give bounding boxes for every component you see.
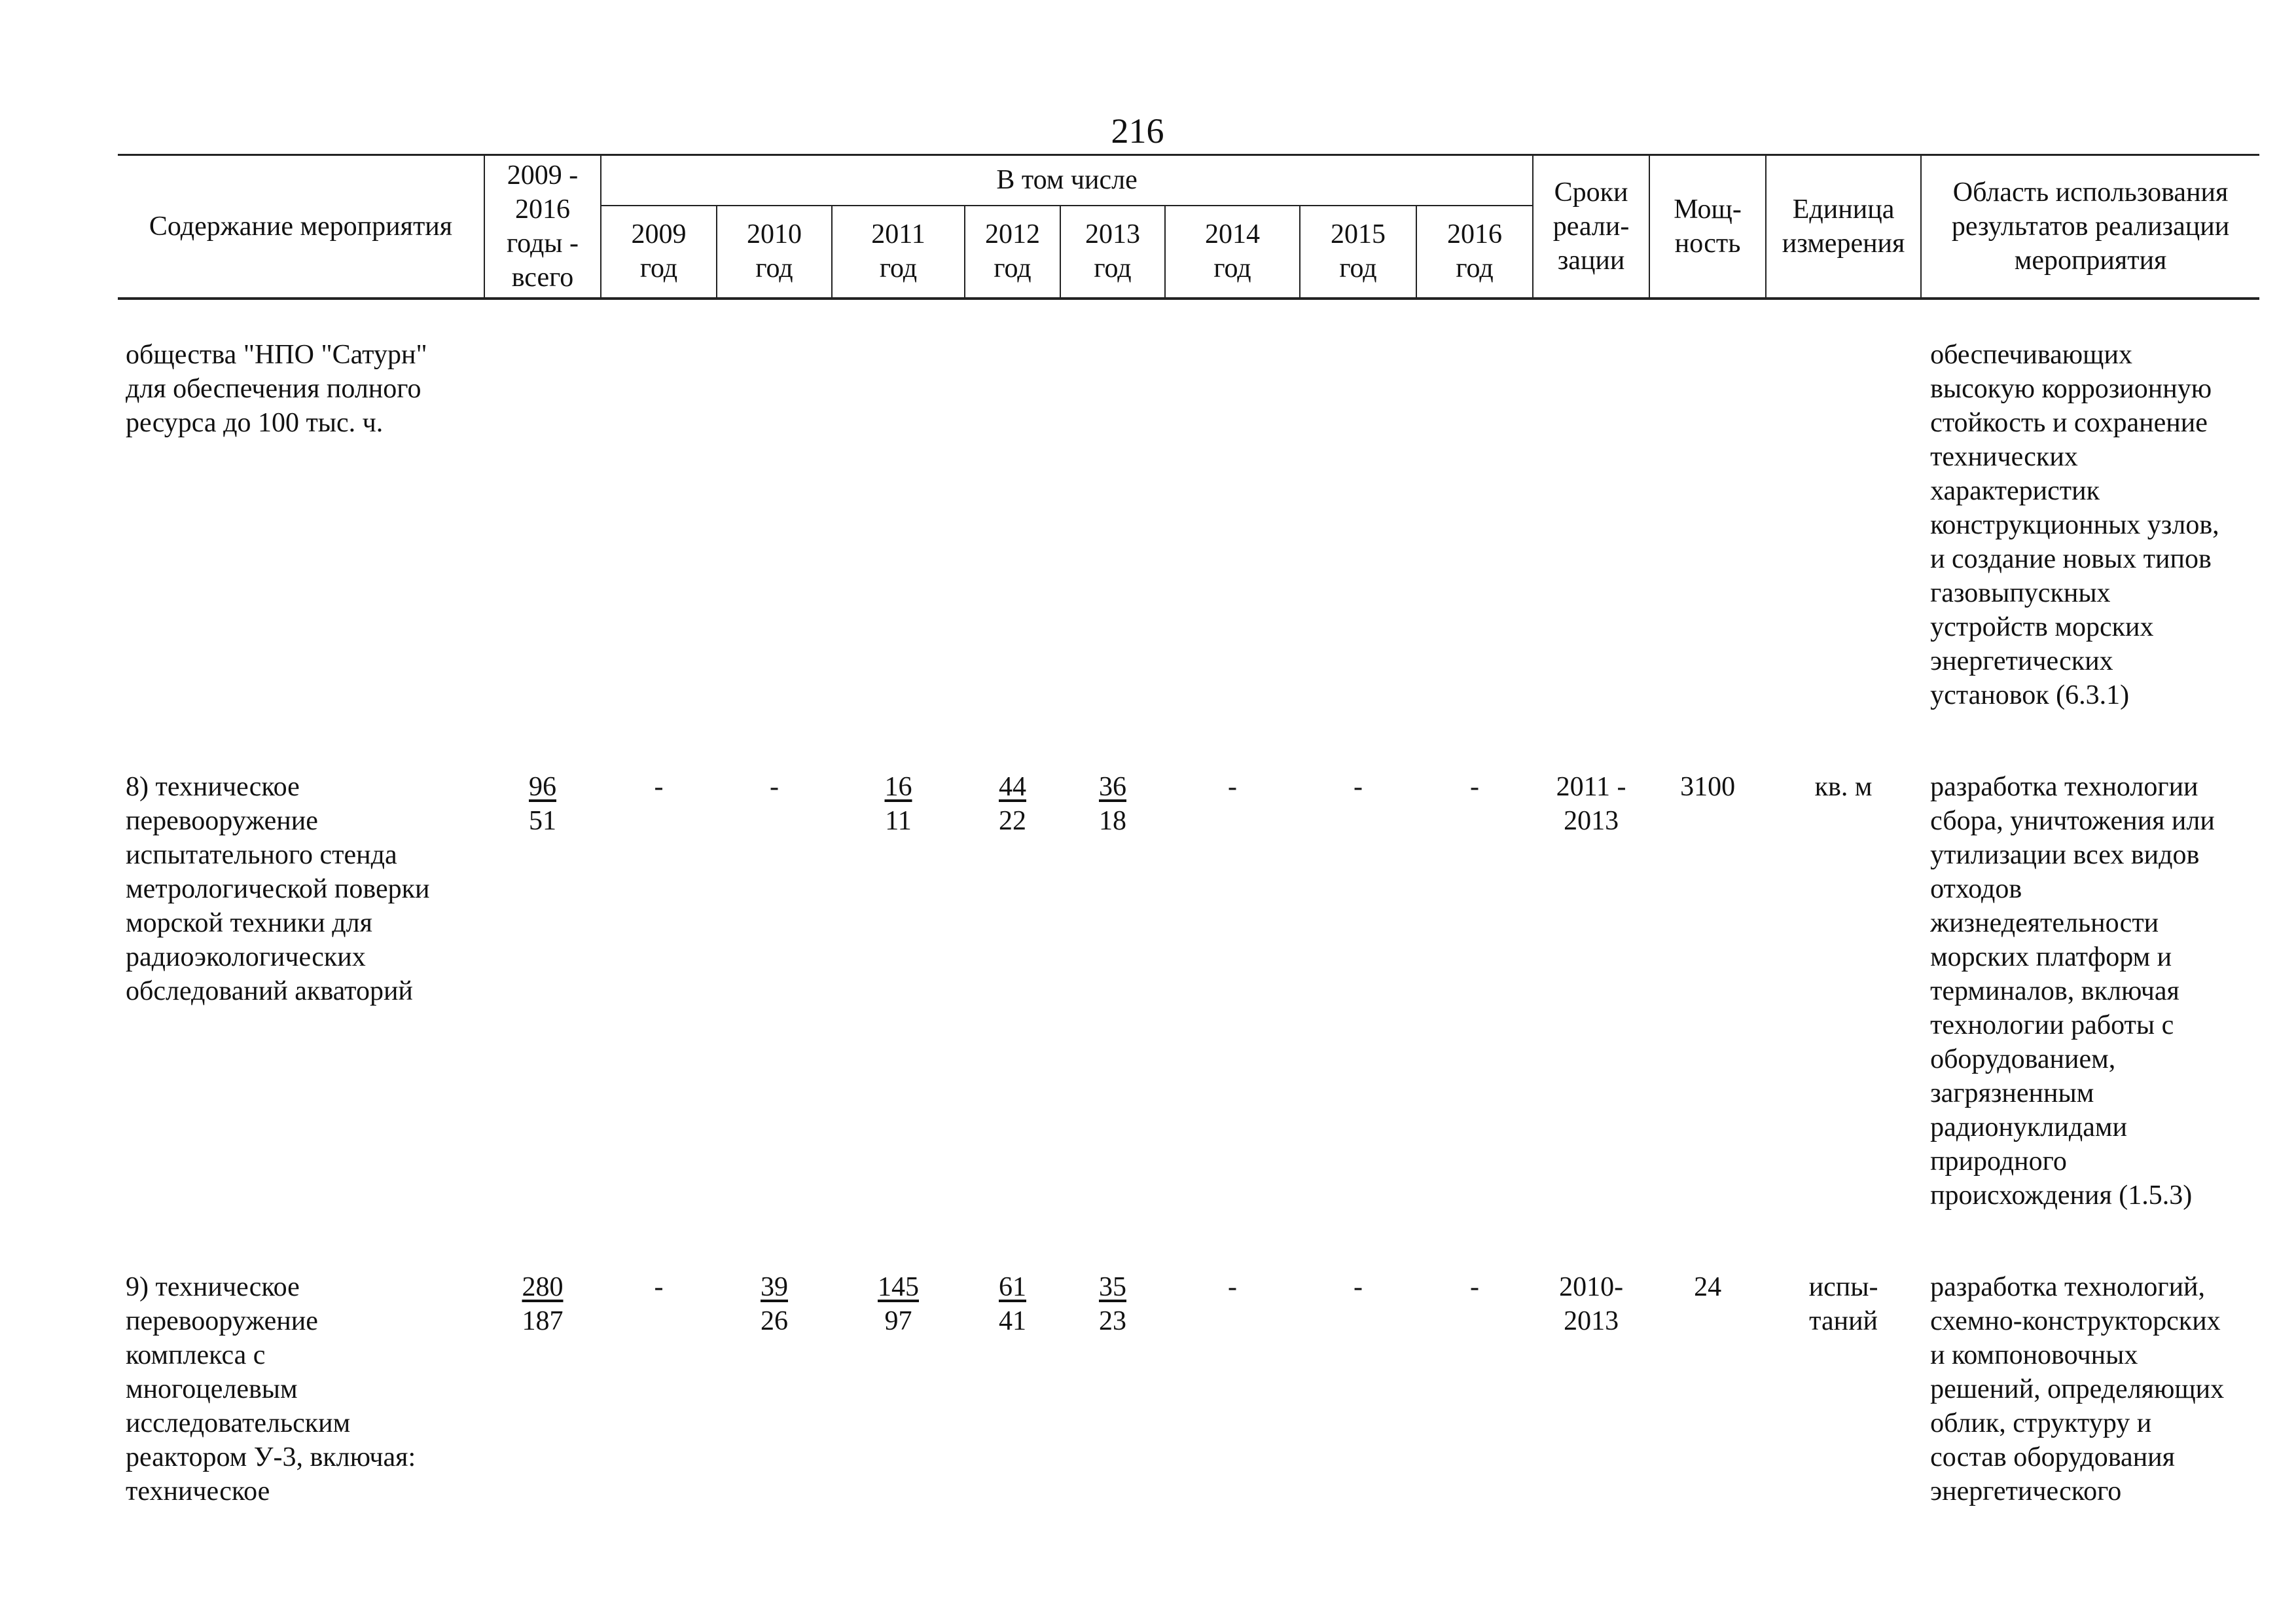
measure-description-line: многоцелевым [126, 1374, 298, 1404]
result-area-line: природного [1930, 1146, 2067, 1176]
result-area-line: происхождения (1.5.3) [1930, 1180, 2193, 1211]
value-numerator: 280 [522, 1272, 564, 1302]
header-year [717, 206, 832, 299]
header-year-line: год [1456, 253, 1494, 284]
header-year-line: 2010 [747, 219, 802, 250]
result-area-line: обеспечивающих [1930, 340, 2132, 370]
terms-line: 2013 [1564, 806, 1619, 836]
year-value [1060, 1232, 1165, 1528]
result-area-line: энергетических [1930, 646, 2113, 676]
year-value: - [654, 1272, 664, 1302]
year-value: - [770, 772, 779, 802]
result-area-line: состав оборудования [1930, 1442, 2175, 1472]
header-year-line: 2009 [631, 219, 687, 250]
header-year-line: год [1094, 253, 1132, 284]
result-area-line: оборудованием, [1930, 1044, 2116, 1074]
terms-line: 2011 - [1556, 772, 1626, 802]
header-area-line: мероприятия [2014, 246, 2167, 276]
year-value [965, 299, 1060, 732]
terms-line: 2013 [1564, 1306, 1619, 1336]
result-area-line: газовыпускных [1930, 578, 2111, 608]
year-value [1165, 299, 1300, 732]
value-numerator: 16 [884, 772, 912, 802]
year-value: - [1228, 1272, 1237, 1302]
value-numerator: 36 [1099, 772, 1126, 802]
measure-description-line: перевооружение [126, 1306, 318, 1336]
terms-line: 2010- [1559, 1272, 1624, 1302]
header-year-line: 2014 [1205, 219, 1260, 250]
total-value [484, 1232, 601, 1528]
result-area-line: сбора, уничтожения или [1930, 806, 2215, 836]
header-total-line: 2016 [515, 194, 570, 225]
header-capacity [1649, 155, 1766, 299]
header-total-line: 2009 - [507, 160, 579, 191]
value-numerator: 61 [999, 1272, 1026, 1302]
header-year-line: 2015 [1331, 219, 1386, 250]
header-terms-line: реали- [1552, 211, 1630, 242]
header-total-line: всего [511, 263, 574, 293]
measure-description-line: 8) техническое [126, 772, 300, 802]
header-unit [1766, 155, 1921, 299]
unit-line: кв. м [1814, 772, 1873, 802]
header-year [832, 206, 965, 299]
unit-value [1766, 1232, 1921, 1528]
value-denominator: 187 [522, 1306, 564, 1336]
header-year [1165, 206, 1300, 299]
measure-description-line: метрологической поверки [126, 874, 430, 904]
value-denominator: 41 [999, 1306, 1026, 1336]
year-value [1416, 299, 1533, 732]
header-area-line: Область использования [1952, 177, 2229, 208]
measure-description-line: 9) техническое [126, 1272, 300, 1302]
result-area-line: разработка технологий, [1930, 1272, 2206, 1302]
value-numerator: 44 [999, 772, 1026, 802]
result-area-line: стойкость и сохранение [1930, 408, 2208, 438]
result-area-line: жизнедеятельности [1930, 908, 2159, 938]
measure-description-line: ресурса до 100 тыс. ч. [126, 408, 384, 438]
year-value [965, 1232, 1060, 1528]
header-terms-line: зации [1557, 246, 1625, 276]
header-year-line: год [1213, 253, 1251, 284]
header-total-line: годы - [506, 228, 579, 259]
year-value [832, 1232, 965, 1528]
result-area-line: высокую коррозионную [1930, 374, 2212, 404]
year-value [1300, 299, 1416, 732]
measure-description-line: общества "НПО "Сатурн" [126, 340, 427, 370]
capacity-value [1649, 299, 1766, 732]
year-value: - [1228, 772, 1237, 802]
value-denominator: 23 [1099, 1306, 1126, 1336]
year-value: - [1354, 772, 1363, 802]
result-area-line: терминалов, включая [1930, 976, 2179, 1006]
header-total [484, 155, 601, 299]
measure-description [118, 1232, 484, 1528]
capacity-value: 3100 [1680, 772, 1736, 802]
measure-description-line: комплекса с [126, 1340, 266, 1370]
value-denominator: 51 [529, 806, 556, 836]
result-area-line: отходов [1930, 874, 2022, 904]
table-row [118, 1232, 2259, 1528]
header-capacity-line: ность [1674, 228, 1741, 259]
result-area-line: радионуклидами [1930, 1112, 2127, 1142]
year-value [832, 732, 965, 1232]
value-denominator: 22 [999, 806, 1026, 836]
header-year-line: год [994, 253, 1031, 284]
result-area-line: и компоновочных [1930, 1340, 2138, 1370]
measure-description-line: обследований акваторий [126, 976, 413, 1006]
year-value: - [1470, 1272, 1480, 1302]
header-year-line: год [879, 253, 918, 284]
header-year [1300, 206, 1416, 299]
header-year [1416, 206, 1533, 299]
result-area-line: и создание новых типов [1930, 544, 2212, 574]
result-area-line: технических [1930, 442, 2078, 472]
header-unit-line: Единица [1792, 194, 1895, 225]
measure-description-line: радиоэкологических [126, 942, 366, 972]
result-area [1921, 299, 2259, 732]
result-area-line: технологии работы с [1930, 1010, 2174, 1040]
header-area-line: результатов реализации [1951, 211, 2230, 242]
unit-value [1766, 732, 1921, 1232]
result-area-line: загрязненным [1930, 1078, 2094, 1108]
result-area [1921, 1232, 2259, 1528]
measure-description-line: для обеспечения полного [126, 374, 422, 404]
result-area-line: установок (6.3.1) [1930, 680, 2130, 710]
result-area-line: характеристик [1930, 476, 2100, 506]
result-area-line: энергетического [1930, 1476, 2122, 1506]
unit-line: испы- [1808, 1272, 1878, 1302]
measure-description-line: техническое [126, 1476, 270, 1506]
table-row [118, 732, 2259, 1232]
result-area [1921, 732, 2259, 1232]
value-denominator: 26 [761, 1306, 788, 1336]
measure-description [118, 299, 484, 732]
unit-value [1766, 299, 1921, 732]
header-capacity-line: Мощ- [1674, 194, 1742, 225]
year-value [717, 1232, 832, 1528]
year-value [601, 299, 717, 732]
header-content: Содержание мероприятия [118, 155, 484, 299]
header-terms-line: Сроки [1554, 177, 1628, 208]
header-year-line: 2012 [985, 219, 1040, 250]
year-value [965, 732, 1060, 1232]
value-denominator: 97 [884, 1306, 912, 1336]
header-unit-line: измерения [1782, 228, 1905, 259]
year-value [832, 299, 965, 732]
result-area-line: утилизации всех видов [1930, 840, 2200, 870]
measure-description-line: морской техники для [126, 908, 372, 938]
value-numerator: 96 [529, 772, 556, 802]
value-numerator: 35 [1099, 1272, 1126, 1302]
value-numerator: 39 [761, 1272, 788, 1302]
year-value [717, 299, 832, 732]
year-value: - [654, 772, 664, 802]
capacity-value: 24 [1694, 1272, 1722, 1302]
result-area-line: схемно-конструкторских [1930, 1306, 2221, 1336]
measure-description-line: исследовательским [126, 1408, 351, 1438]
terms-value [1533, 1232, 1649, 1528]
header-including: В том числе [601, 155, 1533, 206]
result-area-line: разработка технологии [1930, 772, 2198, 802]
measure-description-line: реактором У-3, включая: [126, 1442, 416, 1472]
total-value [484, 299, 601, 732]
header-year-line: 2016 [1447, 219, 1503, 250]
result-area-line: морских платформ и [1930, 942, 2172, 972]
header-year [1060, 206, 1165, 299]
year-value [1060, 732, 1165, 1232]
result-area-line: решений, определяющих [1930, 1374, 2225, 1404]
result-area-line: устройств морских [1930, 612, 2154, 642]
year-value: - [1354, 1272, 1363, 1302]
unit-line: таний [1809, 1306, 1878, 1336]
value-numerator: 145 [878, 1272, 919, 1302]
measure-description-line: перевооружение [126, 806, 318, 836]
value-denominator: 18 [1099, 806, 1126, 836]
measures-table [118, 154, 2259, 1528]
header-year [965, 206, 1060, 299]
result-area-line: конструкционных узлов, [1930, 510, 2219, 540]
header-year [601, 206, 717, 299]
header-area [1921, 155, 2259, 299]
header-year-line: год [755, 253, 793, 284]
header-year-line: 2011 [871, 219, 925, 250]
terms-value [1533, 299, 1649, 732]
header-year-line: год [1339, 253, 1377, 284]
year-value: - [1470, 772, 1480, 802]
measure-description [118, 732, 484, 1232]
header-year-line: год [639, 253, 678, 284]
result-area-line: облик, структуру и [1930, 1408, 2152, 1438]
year-value [1060, 299, 1165, 732]
header-terms [1533, 155, 1649, 299]
value-denominator: 11 [885, 806, 912, 836]
total-value [484, 732, 601, 1232]
page-number: 216 [1111, 111, 1164, 151]
measure-description-line: испытательного стенда [126, 840, 397, 870]
header-year-line: 2013 [1085, 219, 1140, 250]
table-row [118, 299, 2259, 732]
terms-value [1533, 732, 1649, 1232]
